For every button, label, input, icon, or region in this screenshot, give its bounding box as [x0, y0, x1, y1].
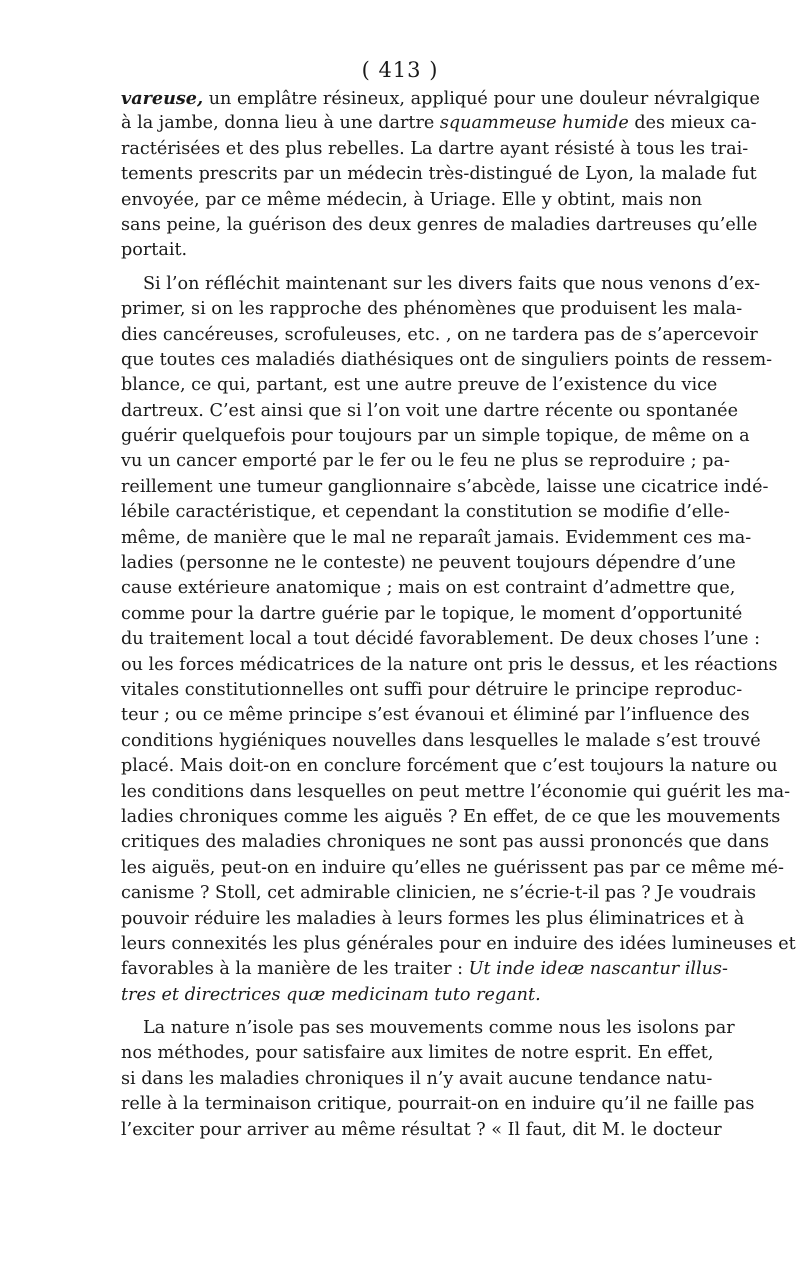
paragraph — [121, 1016, 755, 1143]
text-run: cause extérieure anatomique ; mais on est contraint d’admettre que, — [121, 578, 736, 599]
text-run: pouvoir réduire les maladies à leurs formes les plus éliminatrices et à — [121, 908, 745, 929]
text-run: sans peine, la guérison des deux genres de maladies dartreuses qu’elle — [121, 214, 758, 235]
text-run: même, de manière que le mal ne reparaît jamais. Evidemment ces ma- — [121, 527, 752, 548]
text-run: lébile caractéristique, et cependant la constitution se modifie d’elle- — [121, 502, 730, 523]
text-run: envoyée, par ce même médecin, à Uriage. Elle y obtint, mais non — [121, 189, 703, 210]
paragraph-gap — [121, 264, 676, 272]
text-line — [121, 1067, 713, 1092]
text-line — [121, 856, 784, 881]
page-number: ( 413 ) — [361, 58, 439, 82]
text-run: conditions hygiéniques nouvelles dans lesquelles le malade s’est trouvé — [121, 730, 761, 751]
paragraph — [121, 272, 796, 1008]
paragraph-gap — [121, 1008, 676, 1016]
text-line — [121, 703, 750, 728]
text-run: critiques des maladies chroniques ne sont pas aussi prononcés que dans — [121, 832, 770, 853]
text-run: des mieux ca- — [628, 113, 757, 134]
text-run: reillement une tumeur ganglionnaire s’abcède, laisse une cicatrice indé- — [121, 476, 769, 497]
text-run: leurs connexités les plus générales pour en induire des idées lumineuses et — [121, 933, 796, 954]
text-run: vitales constitutionnelles ont suffi pour détruire le principe reproduc- — [121, 679, 743, 700]
text-run: les conditions dans lesquelles on peut mettre l’économie qui guérit les ma- — [121, 781, 791, 802]
text-line — [121, 957, 728, 982]
text-run: du traitement local a tout décidé favorablement. De deux choses l’une : — [121, 629, 760, 650]
text-line — [121, 830, 770, 855]
text-run: les aiguës, peut-on en induire qu’elles ne guérissent pas par ce même mé- — [121, 857, 784, 878]
text-line — [121, 653, 778, 678]
text-line — [121, 162, 757, 187]
text-run: un emplâtre résineux, appliqué pour une douleur névralgique — [203, 89, 760, 109]
text-run: vu un cancer emporté par le fer ou le feu ne plus se reproduire ; pa- — [121, 451, 730, 472]
text-line — [121, 86, 760, 111]
text-run: comme pour la dartre guérie par le topique, le moment d’opportunité — [121, 603, 743, 624]
text-line — [121, 780, 791, 805]
text-run: à la jambe, donna lieu à une dartre — [121, 113, 440, 134]
text-line — [121, 297, 743, 322]
text-line — [121, 424, 750, 449]
text-line — [121, 1118, 722, 1143]
text-line — [121, 213, 758, 238]
text-line — [121, 576, 736, 601]
text-run: portait. — [121, 240, 188, 261]
body-text — [121, 86, 796, 1143]
text-run: dies cancéreuses, scrofuleuses, etc. , on ne tardera pas de s’apercevoir — [121, 324, 758, 345]
text-line — [121, 373, 718, 398]
text-line — [121, 137, 749, 162]
text-run: Ut inde ideæ nascantur illus- — [468, 959, 728, 980]
text-line — [121, 881, 757, 906]
text-run: si dans les maladies chroniques il n’y avait aucune tendance natu- — [121, 1068, 713, 1089]
text-run: Si l’on réfléchit maintenant sur les divers faits que nous venons d’ex- — [143, 273, 761, 294]
text-line — [121, 1016, 735, 1041]
text-line — [121, 983, 676, 1008]
text-run: teur ; ou ce même principe s’est évanoui et éliminé par l’influence des — [121, 705, 750, 726]
text-line — [121, 500, 730, 525]
paragraph — [121, 86, 760, 264]
text-run: ou les forces médicatrices de la nature ont pris le dessus, et les réactions — [121, 654, 778, 675]
text-line — [121, 526, 752, 551]
text-run: tements prescrits par un médecin très-distingué de Lyon, la malade fut — [121, 164, 757, 185]
text-line — [121, 805, 781, 830]
text-line — [121, 907, 745, 932]
text-run: La nature n’isole pas ses mouvements comme nous les isolons par — [143, 1018, 735, 1039]
text-run: ractérisées et des plus rebelles. La dartre ayant résisté à tous les trai- — [121, 138, 749, 159]
text-line — [121, 1092, 755, 1117]
text-line — [121, 729, 761, 754]
text-run: dartreux. C’est ainsi que si l’on voit une dartre récente ou spontanée — [121, 400, 739, 421]
text-run: ladies chroniques comme les aiguës ? En effet, de ce que les mouvements — [121, 806, 781, 827]
text-line — [121, 449, 730, 474]
text-line — [121, 678, 743, 703]
text-run: l’exciter pour arriver au même résultat ? « Il faut, dit M. le docteur — [121, 1119, 722, 1140]
text-line — [121, 399, 739, 424]
text-line — [121, 932, 796, 957]
text-run: guérir quelquefois pour toujours par un simple topique, de même on a — [121, 426, 750, 447]
text-run: ladies (personne ne le conteste) ne peuvent toujours dépendre d’une — [121, 553, 736, 574]
text-line — [121, 475, 769, 500]
text-line — [121, 323, 758, 348]
text-run: que toutes ces maladiés diathésiques ont de singuliers points de ressem- — [121, 349, 773, 370]
text-run: relle à la terminaison critique, pourrait-on en induire qu’il ne faille pas — [121, 1094, 755, 1115]
text-run: vareuse, — [121, 88, 204, 109]
text-run: placé. Mais doit-on en conclure forcément que c’est toujours la nature ou — [121, 756, 778, 777]
text-line — [121, 188, 703, 213]
text-run: tres et directrices quæ medicinam tuto regant. — [121, 984, 541, 1005]
text-line — [121, 602, 743, 627]
text-line — [121, 551, 736, 576]
text-run: canisme ? Stoll, cet admirable clinicien, ne s’écrie-t-il pas ? Je voudrais — [121, 883, 757, 904]
text-run: nos méthodes, pour satisfaire aux limites de notre esprit. En effet, — [121, 1043, 714, 1064]
text-line — [121, 627, 760, 652]
text-run: squammeuse humide — [439, 113, 629, 134]
text-run: favorables à la manière de les traiter : — [121, 959, 469, 980]
text-run: blance, ce qui, partant, est une autre preuve de l’existence du vice — [121, 375, 718, 396]
text-line — [121, 1041, 714, 1066]
text-line — [121, 754, 778, 779]
text-line — [121, 238, 676, 263]
text-line — [121, 348, 773, 373]
text-line — [121, 272, 761, 297]
text-run: primer, si on les rapproche des phénomènes que produisent les mala- — [121, 299, 743, 320]
text-line — [121, 111, 757, 136]
